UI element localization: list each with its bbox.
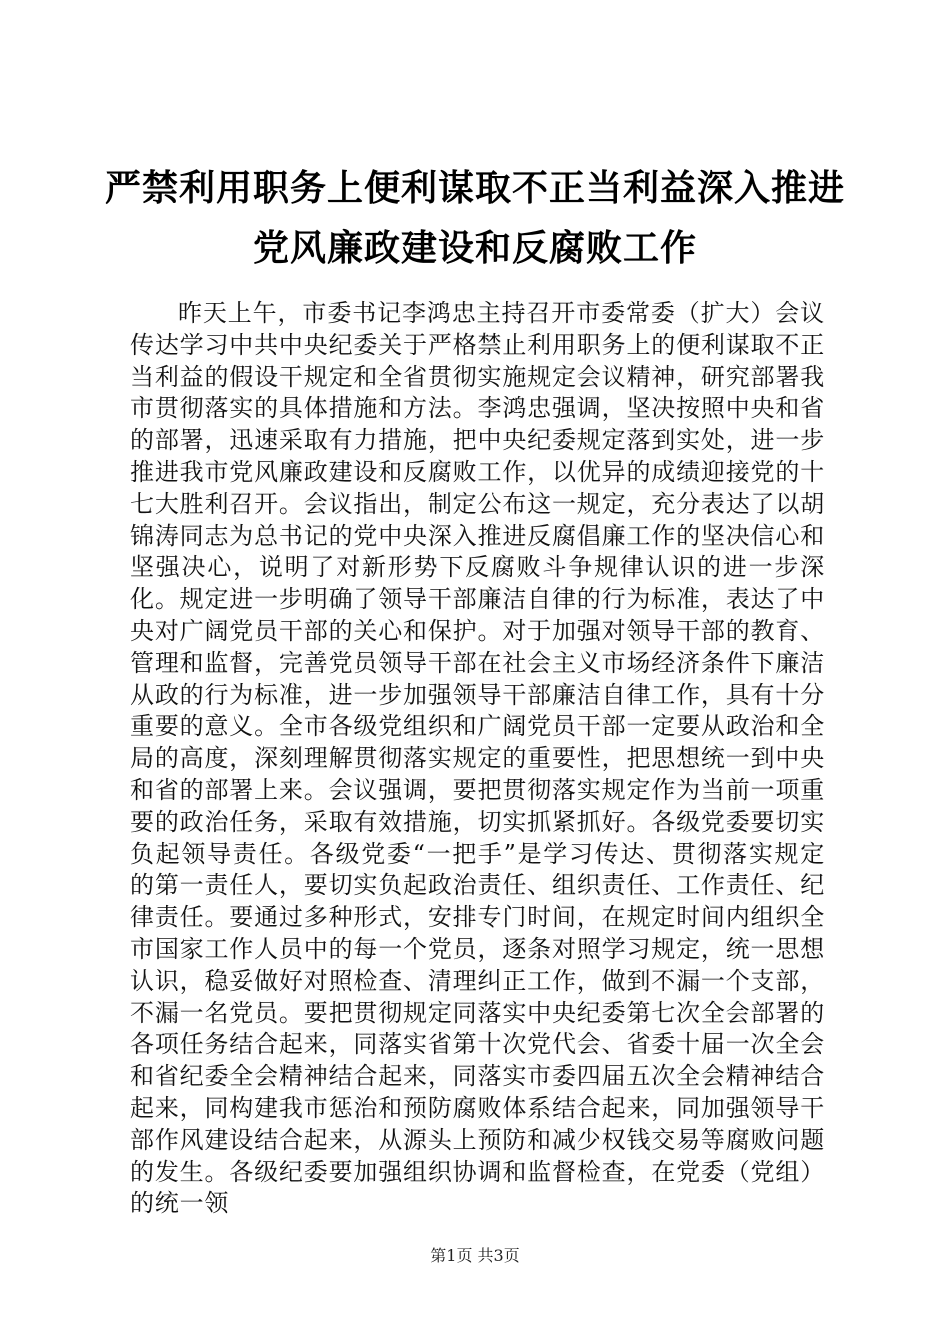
page-footer: 第1页 共3页 [430,1246,520,1265]
document-title-line-1: 严禁利用职务上便利谋取不正当利益深入推进 [104,168,845,209]
document-title-line-2: 党风廉政建设和反腐败工作 [252,228,697,269]
body-paragraph: 昨天上午，市委书记李鸿忠主持召开市委常委（扩大）会议传达学习中共中央纪委关于严格禁止利用职务上的便利谋取不正当利益的假设干规定和全省贯彻实施规定会议精神，研究部署我市贯彻落实的具体措施和方法。李鸿忠强调，坚决按照中央和省的部署，迅速采取有力措施，把中央纪委规定落到实处，进一步推进我市党风廉政建设和反腐败工作，以优异的成绩迎接党的十七大胜利召开。会议指出，制定公布这一规定，充分表达了以胡锦涛同志为总书记的党中央深入推进反腐倡廉工作的坚决信心和坚强决心，说明了对新形势下反腐败斗争规律认识的进一步深化。规定进一步明确了领导干部廉洁自律的行为标准，表达了中央对广阔党员干部的关心和保护。对于加强对领导干部的教育、管理和监督，完善党员领导干部在社会主义市场经济条件下廉洁从政的行为标准，进一步加强领导干部廉洁自律工作，具有十分重要的意义。全市各级党组织和广阔党员干部一定要从政治和全局的高度，深刻理解贯彻落实规定的重要性，把思想统一到中央和省的部署上来。会议强调，要把贯彻落实规定作为当前一项重要的政治任务，采取有效措施，切实抓紧抓好。各级党委要切实负起领导责任。各级党委“一把手”是学习传达、贯彻落实规定的第一责任人，要切实负起政治责任、组织责任、工作责任、纪律责任。要通过多种形式，安排专门时间，在规定时间内组织全市国家工作人员中的每一个党员，逐条对照学习规定，统一思想认识，稳妥做好对照检查、清理纠正工作，做到不漏一个支部，不漏一名党员。要把贯彻规定同落实中央纪委第七次全会部署的各项任务结合起来，同落实省第十次党代会、省委十届一次全会和省纪委全会精神结合起来，同落实市委四届五次全会精神结合起来，同构建我市惩治和预防腐败体系结合起来，同加强领导干部作风建设结合起来，从源头上预防和减少权钱交易等腐败问题的发生。各级纪委要加强组织协调和监督检查，在党委（党组）的统一领 [130,299,825,1218]
